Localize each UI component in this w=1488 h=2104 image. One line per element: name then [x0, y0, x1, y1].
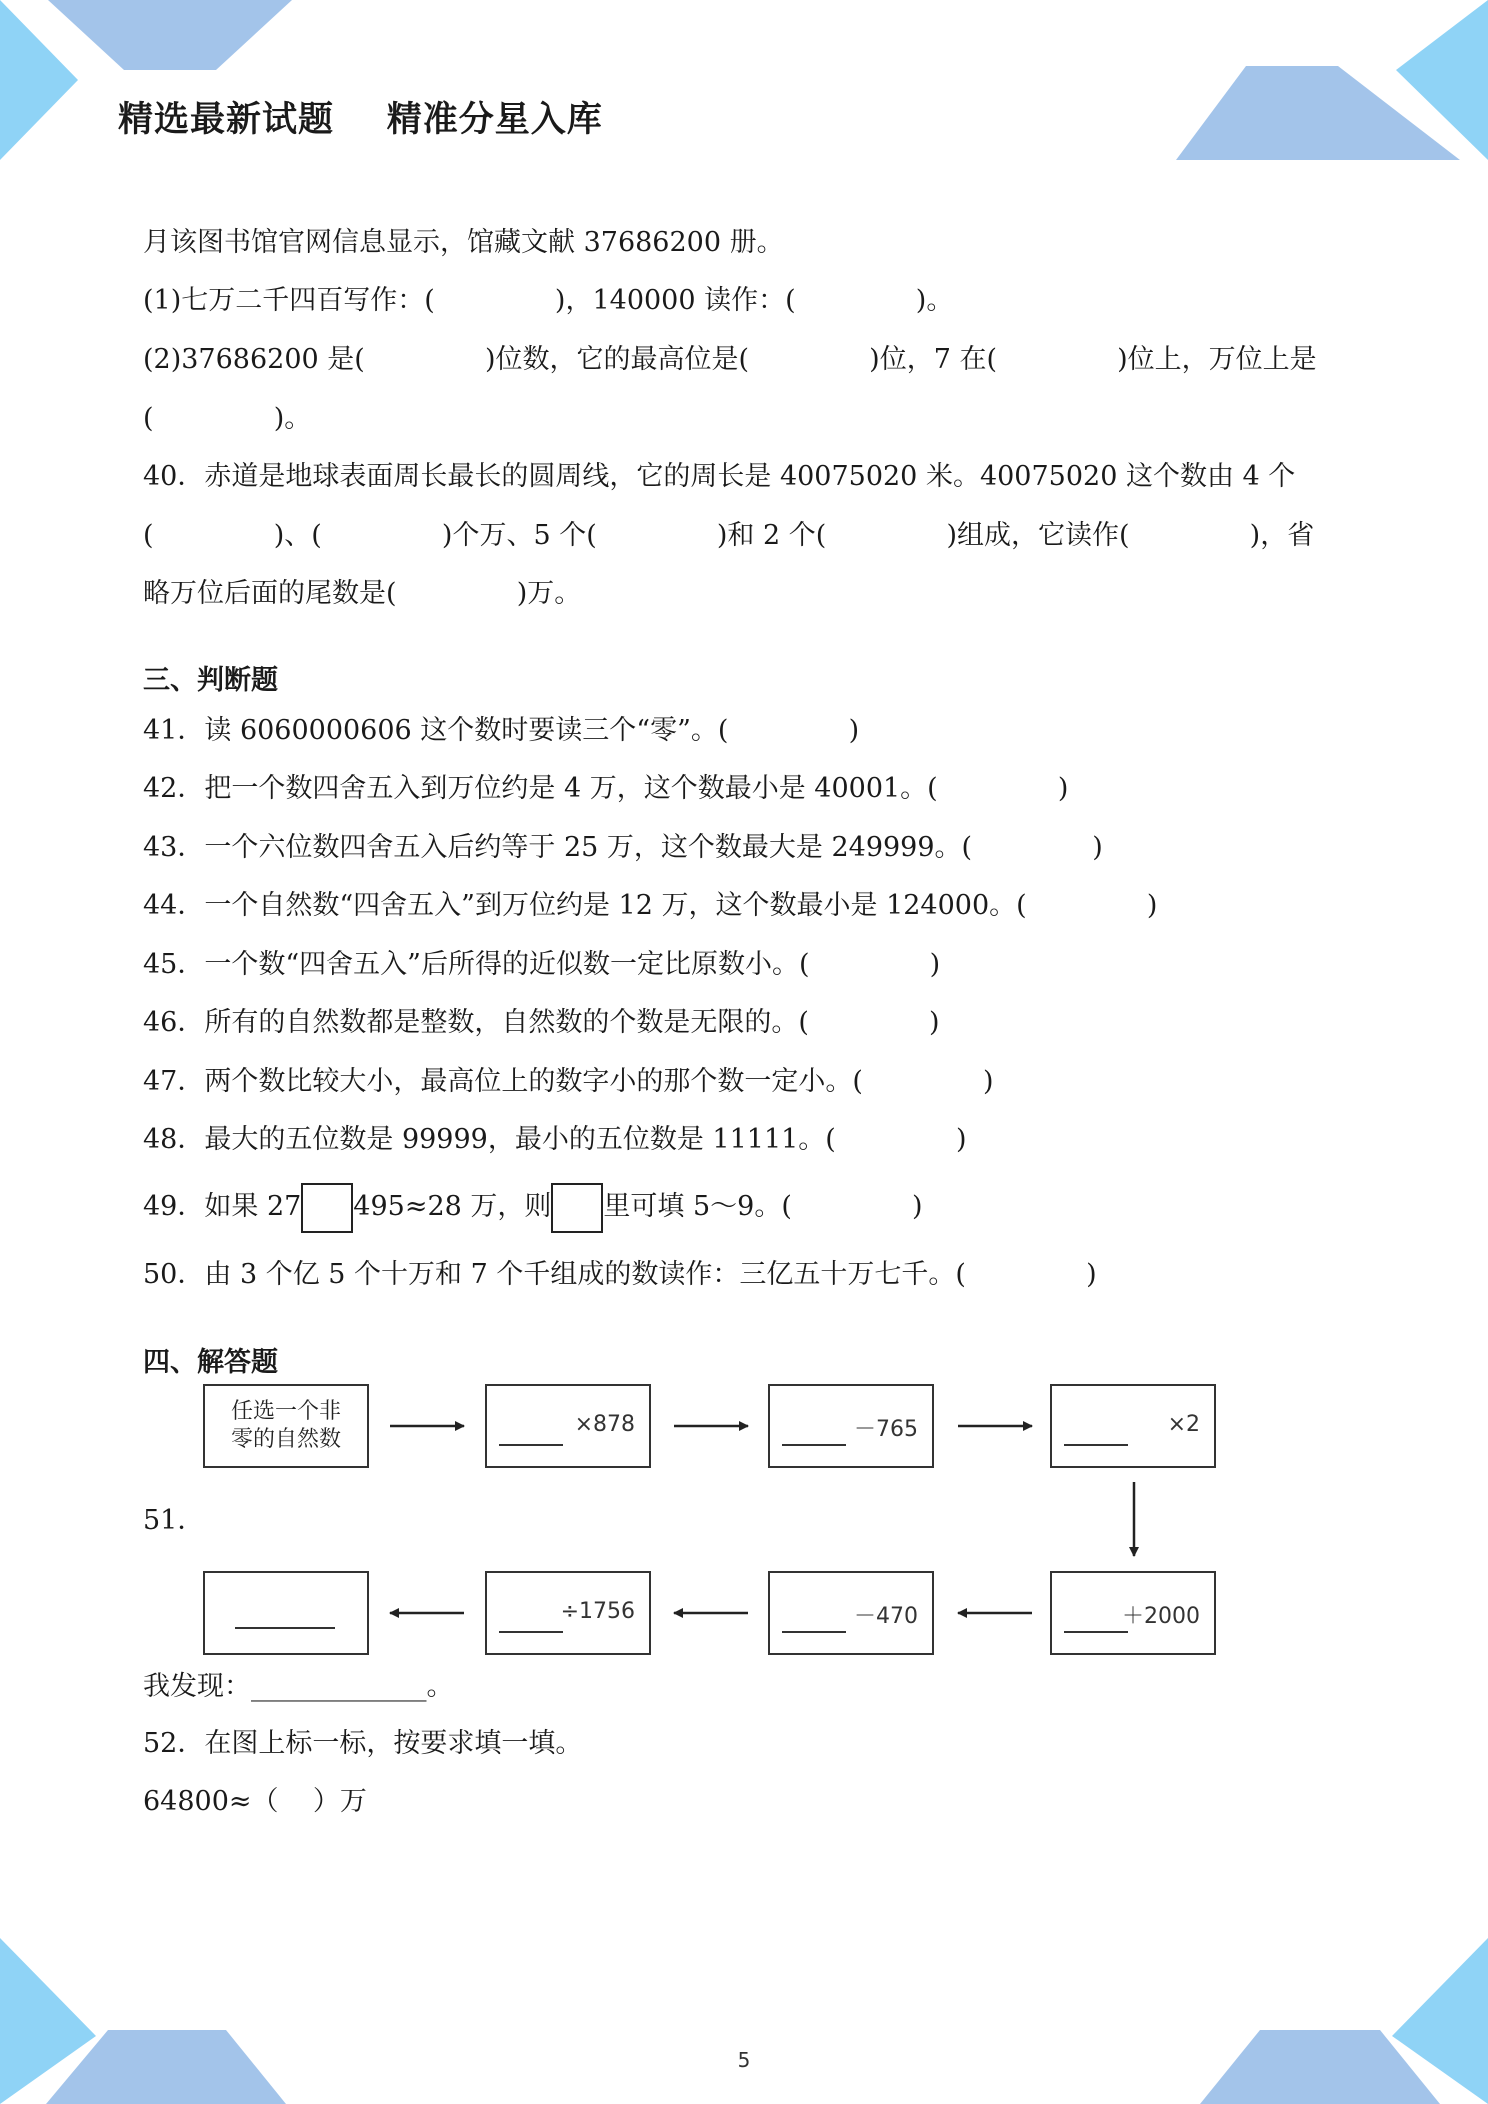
flow-start-line-2: 零的自然数: [230, 1427, 341, 1452]
operation-label: －765: [854, 1417, 918, 1442]
question-42: 42．把一个数四舍五入到万位约是 4 万，这个数最小是 40001。( ): [143, 773, 1069, 804]
body-line-1: (1)七万二千四百写作：( )，140000 读作：( )。: [143, 285, 954, 316]
discovery-line: 我发现：_____________。: [143, 1671, 454, 1702]
section-3-heading: 三、判断题: [143, 665, 278, 696]
question-40-line-3: 略万位后面的尾数是( )万。: [143, 578, 582, 609]
operation-label: ＋2000: [1122, 1604, 1200, 1629]
question-48: 48．最大的五位数是 99999，最小的五位数是 11111。( ): [143, 1124, 967, 1155]
question-40-line-1: 40．赤道是地球表面周长最长的圆周线，它的周长是 40075020 米。40075020 这个数由 4 个: [143, 461, 1296, 492]
question-43: 43．一个六位数四舍五入后约等于 25 万，这个数最大是 249999。( ): [143, 832, 1103, 863]
operation-label: ×2: [1167, 1412, 1200, 1437]
question-40-line-2: ( )、( )个万、5 个( )和 2 个( )组成，它读作( )，省: [143, 520, 1315, 551]
body-line-2: (2)37686200 是( )位数，它的最高位是( )位，7 在( )位上，万位上是: [143, 344, 1317, 375]
body-line-3: ( )。: [143, 403, 312, 434]
question-50: 50．由 3 个亿 5 个十万和 7 个千组成的数读作：三亿五十万七千。( ): [143, 1259, 1097, 1290]
question-52-sub: 64800≈（ ）万: [143, 1786, 367, 1817]
question-46: 46．所有的自然数都是整数，自然数的个数是无限的。( ): [143, 1007, 940, 1038]
question-49-part-3: 里可填 5～9。( ): [603, 1191, 923, 1222]
question-52: 52．在图上标一标，按要求填一填。: [143, 1728, 583, 1759]
question-44: 44．一个自然数“四舍五入”到万位约是 12 万，这个数最小是 124000。( ): [143, 890, 1158, 921]
question-45: 45．一个数“四舍五入”后所得的近似数一定比原数小。( ): [143, 949, 941, 980]
body-line-0: 月该图书馆官网信息显示，馆藏文献 37686200 册。: [143, 227, 784, 258]
operation-label: ÷1756: [560, 1599, 635, 1624]
question-51-number: 51．: [143, 1505, 205, 1536]
question-47: 47．两个数比较大小，最高位上的数字小的那个数一定小。( ): [143, 1066, 994, 1097]
flow-start-line-1: 任选一个非: [230, 1399, 341, 1424]
question-49-part-1: 49．如果 27: [143, 1191, 302, 1222]
operation-label: －470: [854, 1604, 918, 1629]
operation-label: ×878: [574, 1412, 635, 1437]
question-41: 41．读 6060000606 这个数时要读三个“零”。( ): [143, 715, 860, 746]
page-number: 5: [737, 2048, 751, 2072]
question-49-part-2: 495≈28 万，则: [353, 1191, 552, 1222]
header-title: 精选最新试题 精准分星入库: [118, 100, 603, 140]
section-4-heading: 四、解答题: [143, 1347, 278, 1378]
